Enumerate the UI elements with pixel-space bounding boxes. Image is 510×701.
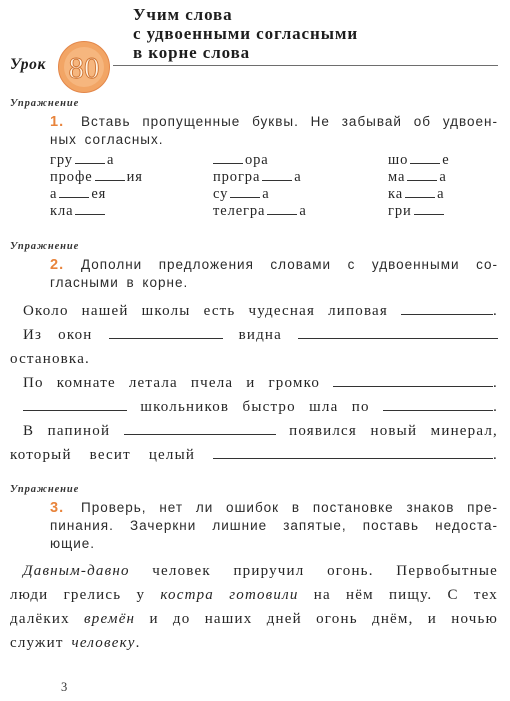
word-item	[50, 185, 213, 202]
exercise-number: 2.	[50, 257, 65, 273]
word-item	[213, 185, 388, 202]
answer-blank	[298, 326, 498, 339]
letter-blank	[405, 185, 435, 198]
word-item	[388, 202, 498, 219]
word-start: ка	[388, 186, 404, 202]
lesson-title-line: с удвоенными согласными	[133, 24, 359, 43]
word-item	[213, 202, 388, 219]
word-end: а	[439, 169, 447, 185]
paragraph-line	[10, 559, 498, 583]
word-end: а	[262, 186, 270, 202]
paragraph-text: на нём пищу. С тех	[313, 587, 498, 603]
word-item	[50, 151, 213, 168]
paragraph-line	[10, 631, 498, 655]
sentence-line	[10, 323, 498, 347]
exercise-2-heading: Упражнение	[10, 241, 80, 252]
exercise-3-heading: Упражнение	[10, 484, 80, 495]
answer-blank	[333, 374, 493, 387]
paragraph-text: далёких	[10, 611, 70, 627]
instruction-line: гласными в корне.	[50, 275, 189, 290]
paragraph-line	[10, 583, 498, 607]
word-end: ея	[91, 186, 107, 202]
word-start: а	[50, 186, 58, 202]
exercise-1-instruction	[50, 113, 498, 149]
answer-blank	[109, 326, 223, 339]
word-end: а	[294, 169, 302, 185]
sentence-text: Из окон	[23, 327, 93, 343]
sentence-text: видна	[238, 327, 282, 343]
word-end: а	[106, 152, 115, 168]
word-start: кла	[50, 203, 74, 219]
instruction-line: ных согласных.	[50, 132, 164, 147]
instruction-text: Вставь пропущенные буквы. Не забывай об удвоен-	[81, 114, 498, 129]
exercise-1-heading: Упражнение	[10, 98, 80, 109]
answer-blank	[124, 422, 276, 435]
word-start: телегра	[213, 203, 266, 219]
lesson-title-line: в корне слова	[133, 43, 251, 62]
letter-blank	[75, 151, 105, 164]
word-start: гру	[50, 152, 73, 168]
sentence-text: В папиной	[23, 423, 111, 439]
word-end: е	[442, 152, 450, 168]
sentence-line	[10, 443, 498, 467]
word-item	[388, 185, 498, 202]
paragraph-text: .	[135, 635, 141, 651]
lesson-title	[133, 5, 358, 62]
answer-blank	[23, 398, 127, 411]
letter-blank	[75, 202, 105, 215]
paragraph-text: люди грелись у	[10, 587, 146, 603]
sentence-text: появился новый минерал,	[289, 423, 498, 439]
sentence-text: .	[493, 447, 498, 463]
answer-blank	[213, 446, 493, 459]
letter-blank	[410, 151, 440, 164]
sentence-text: По комнате летала пчела и громко	[23, 375, 321, 391]
italic-text: костра готовили	[160, 587, 299, 603]
word-start: шо	[388, 152, 409, 168]
word-end: ора	[245, 152, 269, 168]
sentence-line	[10, 347, 498, 371]
sentence-text: школьников быстро шла по	[140, 399, 370, 415]
exercise-3-paragraph	[10, 559, 498, 655]
word-start: профе	[50, 169, 93, 185]
exercise-2-instruction	[50, 256, 498, 292]
lesson-number-badge	[57, 40, 111, 94]
exercise-number: 1.	[50, 114, 65, 130]
sentence-text: .	[493, 399, 499, 415]
word-grid	[50, 151, 498, 219]
exercise-number: 3.	[50, 500, 65, 516]
header-rule	[113, 65, 498, 66]
word-item	[50, 168, 213, 185]
letter-blank	[262, 168, 292, 181]
lesson-label: Урок	[10, 56, 46, 73]
sentence-text: остановка.	[10, 351, 91, 367]
sentence-text: который весит целый	[10, 447, 196, 463]
letter-blank	[267, 202, 297, 215]
instruction-line: ющие.	[50, 536, 96, 551]
sentence-line	[10, 395, 498, 419]
word-end: ия	[126, 169, 143, 185]
word-item	[213, 151, 388, 168]
word-item	[50, 202, 213, 219]
word-end: а	[437, 186, 445, 202]
word-start: програ	[213, 169, 261, 185]
word-end: а	[299, 203, 307, 219]
paragraph-text: и до наших дней огонь днём, и ночью	[149, 611, 498, 627]
paragraph-text: человек приручил огонь. Первобытные	[152, 563, 498, 579]
paragraph-text: служит	[10, 635, 64, 651]
italic-text: человеку	[71, 635, 136, 651]
word-start: гри	[388, 203, 412, 219]
letter-blank	[414, 202, 444, 215]
exercise-3-instruction	[50, 499, 498, 553]
sentence-line	[10, 371, 498, 395]
answer-blank	[401, 302, 493, 315]
word-item	[388, 168, 498, 185]
lesson-number: 80	[68, 50, 100, 85]
word-start: су	[213, 186, 229, 202]
instruction-text: Дополни предложения словами с удвоенными со-	[81, 257, 498, 272]
word-item	[213, 168, 388, 185]
letter-blank	[213, 151, 243, 164]
exercise-2-sentences	[10, 299, 498, 467]
sentence-text: Около нашей школы есть чудесная липовая	[23, 303, 389, 319]
sentence-line	[10, 419, 498, 443]
instruction-line	[50, 113, 498, 131]
sentence-text: .	[493, 375, 498, 391]
instruction-line: пинания. Зачеркни лишние запятые, поставь недоста-	[50, 518, 498, 533]
word-start: ма	[388, 169, 406, 185]
sentence-text: .	[493, 303, 498, 319]
instruction-text: Проверь, нет ли ошибок в постановке знаков пре-	[81, 500, 498, 515]
italic-text: времён	[84, 611, 136, 627]
instruction-line	[50, 256, 498, 274]
page-number: 3	[61, 680, 68, 694]
answer-blank	[383, 398, 493, 411]
lesson-title-line: Учим слова	[133, 5, 233, 24]
sentence-line	[10, 299, 498, 323]
word-item	[388, 151, 498, 168]
paragraph-line	[10, 607, 498, 631]
italic-text: Давным-давно	[23, 563, 130, 579]
letter-blank	[95, 168, 125, 181]
letter-blank	[407, 168, 437, 181]
letter-blank	[59, 185, 89, 198]
letter-blank	[230, 185, 260, 198]
instruction-line	[50, 499, 498, 517]
